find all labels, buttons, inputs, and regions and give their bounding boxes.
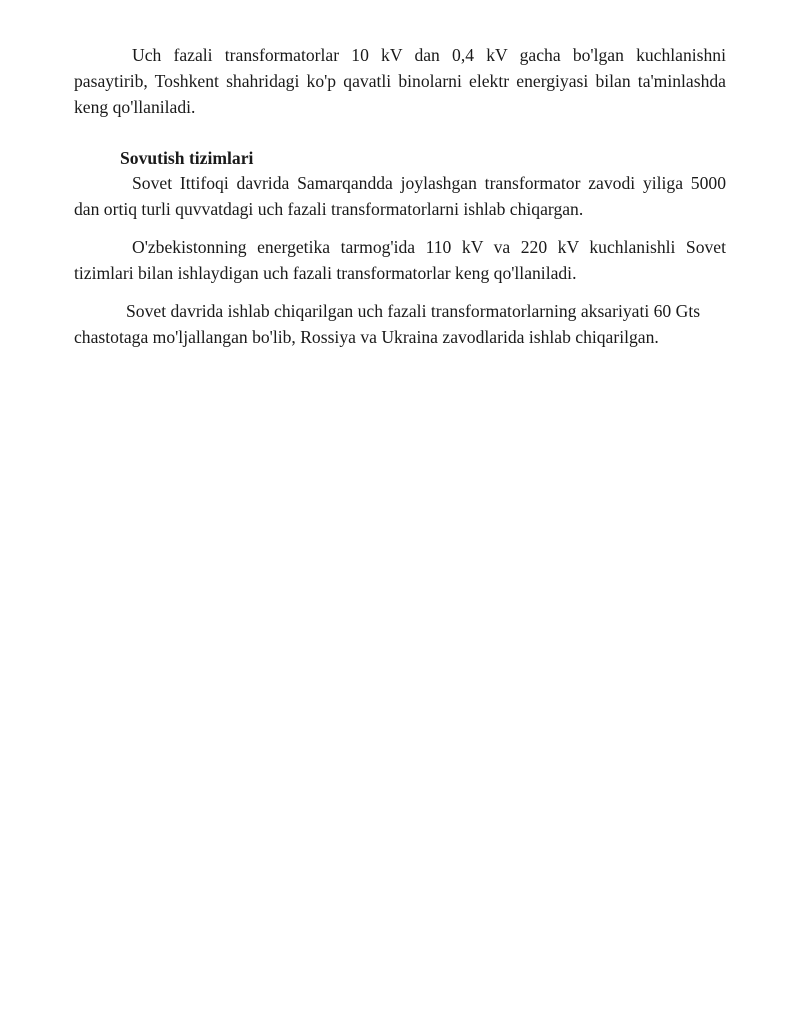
- paragraph-transformer-usage: Uch fazali transformatorlar 10 kV dan 0,4 kV gacha bo'lgan kuchlanishni pasaytirib, Toshkent shahridagi ko'p qavatli binolarni elektr energiyasi bilan ta'minlashda keng qo'llaniladi.: [74, 45, 726, 117]
- document-body: [74, 42, 726, 350]
- section-heading: Sovutish tizimlari: [120, 148, 254, 168]
- paragraph-energy-network: O'zbekistonning energetika tarmog'ida 110 kV va 220 kV kuchlanishli Sovet tizimlari bilan ishlaydigan uch fazali transformatorlar keng qo'llaniladi.: [74, 237, 726, 283]
- paragraph-soviet-production: Sovet davrida ishlab chiqarilgan uch fazali transformatorlarning aksariyati 60 Gts chastotaga mo'ljallangan bo'lib, Rossiya va Ukraina zavodlarida ishlab chiqarilgan.: [74, 301, 701, 347]
- paragraph-samarkand-factory: Sovet Ittifoqi davrida Samarqandda joylashgan transformator zavodi yiliga 5000 dan ortiq turli quvvatdagi uch fazali transformatorlarni ishlab chiqargan.: [74, 173, 726, 219]
